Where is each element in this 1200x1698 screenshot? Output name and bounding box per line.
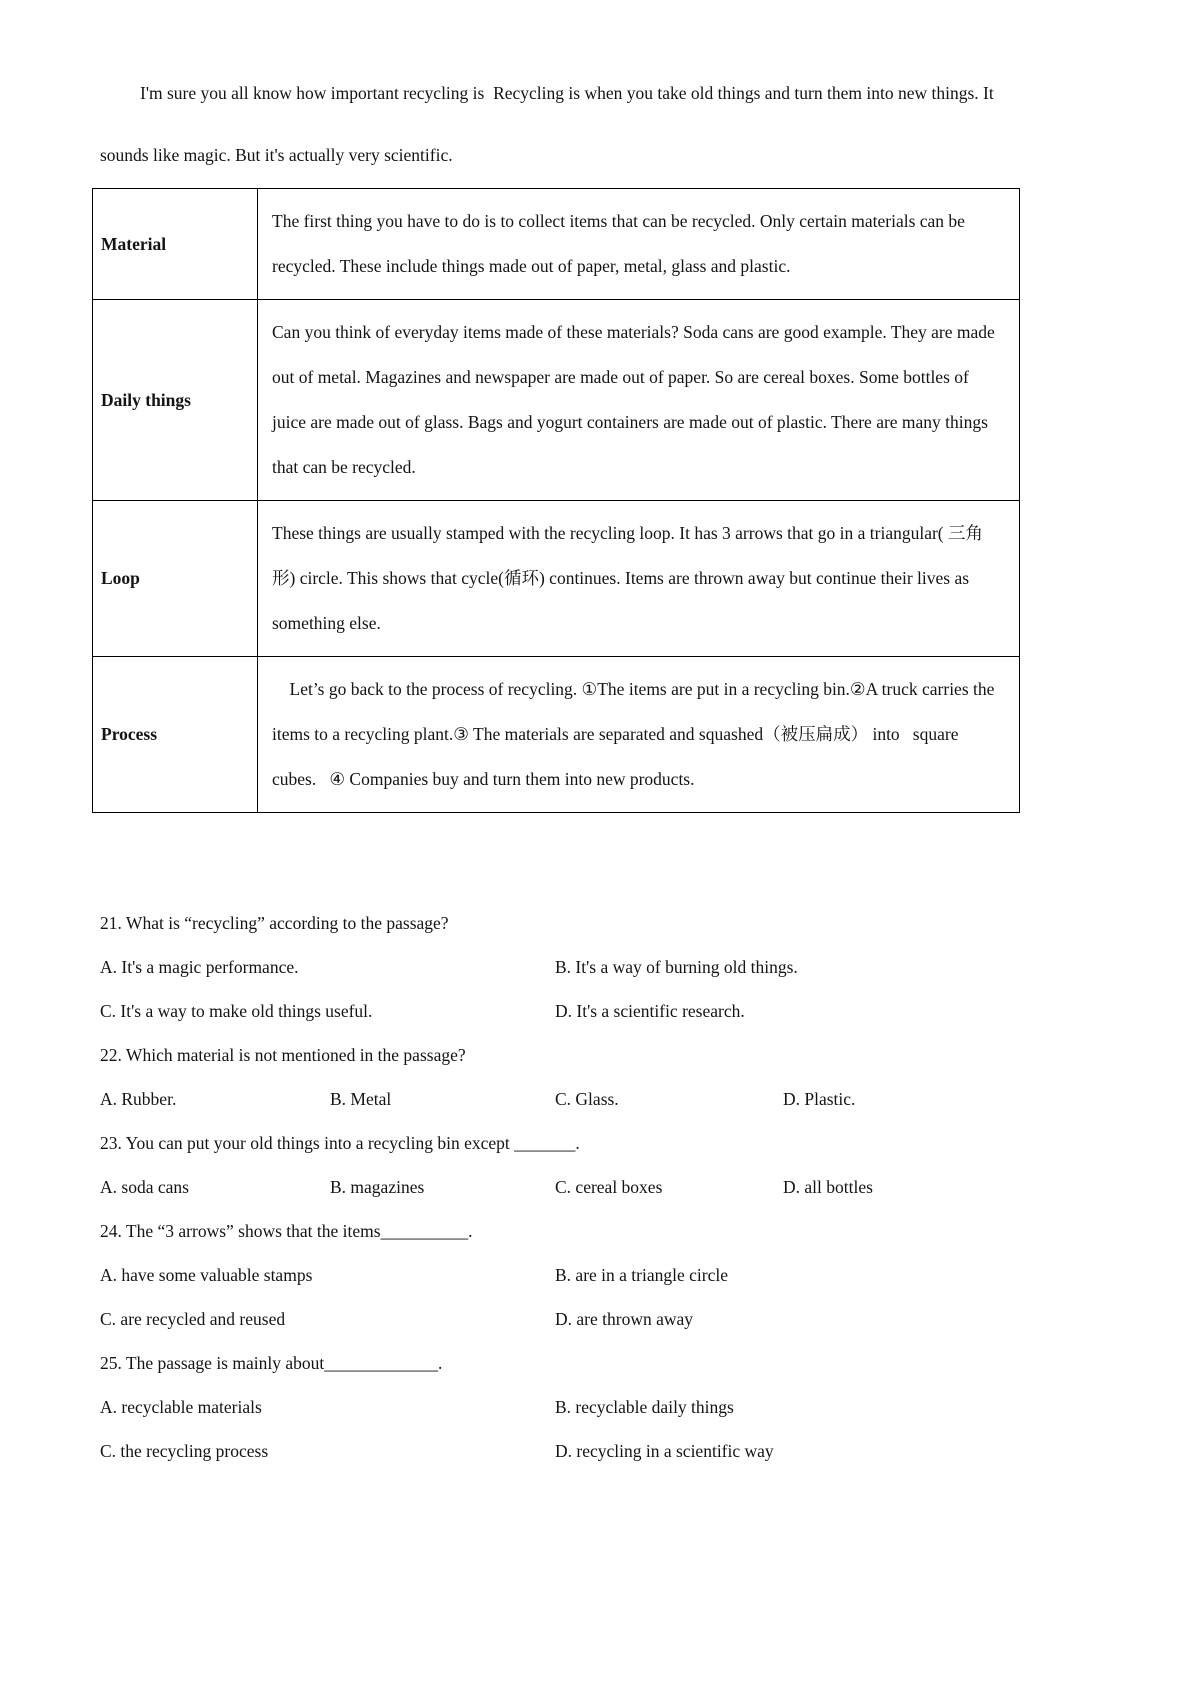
intro-paragraph: I'm sure you all know how important recycling is Recycling is when you take old things and turn them into new things. It sounds like magic. But it's actually very scientific. <box>100 83 999 165</box>
question-25 <box>100 1341 1020 1473</box>
row-label-loop: Loop <box>93 501 258 657</box>
question-21-options <box>100 945 1020 1033</box>
row-label-material: Material <box>93 189 258 300</box>
option-23-c: C. cereal boxes <box>555 1177 663 1197</box>
question-23-text: 23. You can put your old things into a recycling bin except _______. <box>100 1133 580 1153</box>
option-23-b: B. magazines <box>330 1177 425 1197</box>
option-22-d: D. Plastic. <box>783 1089 856 1109</box>
option-24-d: D. are thrown away <box>555 1309 694 1329</box>
question-23-options <box>100 1165 1020 1209</box>
question-22 <box>100 1033 1020 1121</box>
option-21-d: D. It's a scientific research. <box>555 1001 745 1021</box>
option-24-b: B. are in a triangle circle <box>555 1265 728 1285</box>
option-25-d: D. recycling in a scientific way <box>555 1441 774 1461</box>
option-21-a: A. It's a magic performance. <box>100 957 299 977</box>
row-text-material: The first thing you have to do is to collect items that can be recycled. Only certain materials can be recycled. These include things made out of paper, metal, glass and plastic. <box>258 189 1020 300</box>
option-24-a: A. have some valuable stamps <box>100 1265 313 1285</box>
table-row-loop <box>93 501 1020 657</box>
option-24-c: C. are recycled and reused <box>100 1309 286 1329</box>
question-21 <box>100 901 1020 1033</box>
question-22-text: 22. Which material is not mentioned in the passage? <box>100 1045 466 1065</box>
questions-section <box>100 901 1020 1473</box>
question-25-text: 25. The passage is mainly about_____________. <box>100 1353 443 1373</box>
question-23 <box>100 1121 1020 1209</box>
question-25-options <box>100 1385 1020 1473</box>
table-row-process <box>93 657 1020 813</box>
option-22-c: C. Glass. <box>555 1089 619 1109</box>
option-25-a: A. recyclable materials <box>100 1397 262 1417</box>
question-24 <box>100 1209 1020 1341</box>
option-25-b: B. recyclable daily things <box>555 1397 734 1417</box>
option-22-a: A. Rubber. <box>100 1089 177 1109</box>
option-25-c: C. the recycling process <box>100 1441 269 1461</box>
question-24-text: 24. The “3 arrows” shows that the items__________. <box>100 1221 473 1241</box>
row-label-daily-things: Daily things <box>93 300 258 501</box>
question-24-options <box>100 1253 1020 1341</box>
table-row-daily-things <box>93 300 1020 501</box>
question-22-options <box>100 1077 1020 1121</box>
row-text-process: Let’s go back to the process of recycling. ①The items are put in a recycling bin.②A truck carries the items to a recycling plant.③ The materials are separated and squashed（被压扁成） into square cubes. ④ Companies buy and turn them into new products. <box>258 657 1020 813</box>
question-21-text: 21. What is “recycling” according to the passage? <box>100 913 449 933</box>
row-text-loop: These things are usually stamped with the recycling loop. It has 3 arrows that go in a triangular( 三角形) circle. This shows that cycle(循环) continues. Items are thrown away but continue their lives as something else. <box>258 501 1020 657</box>
option-21-c: C. It's a way to make old things useful. <box>100 1001 373 1021</box>
option-22-b: B. Metal <box>330 1089 392 1109</box>
option-21-b: B. It's a way of burning old things. <box>555 957 798 977</box>
option-23-d: D. all bottles <box>783 1177 873 1197</box>
recycling-table <box>92 188 1020 813</box>
option-23-a: A. soda cans <box>100 1177 189 1197</box>
row-text-daily-things: Can you think of everyday items made of these materials? Soda cans are good example. They are made out of metal. Magazines and newspaper are made out of paper. So are cereal boxes. Some bottles of juice are made out of glass. Bags and yogurt containers are made out of plastic. There are many things that can be recycled. <box>258 300 1020 501</box>
table-row-material <box>93 189 1020 300</box>
row-label-process: Process <box>93 657 258 813</box>
